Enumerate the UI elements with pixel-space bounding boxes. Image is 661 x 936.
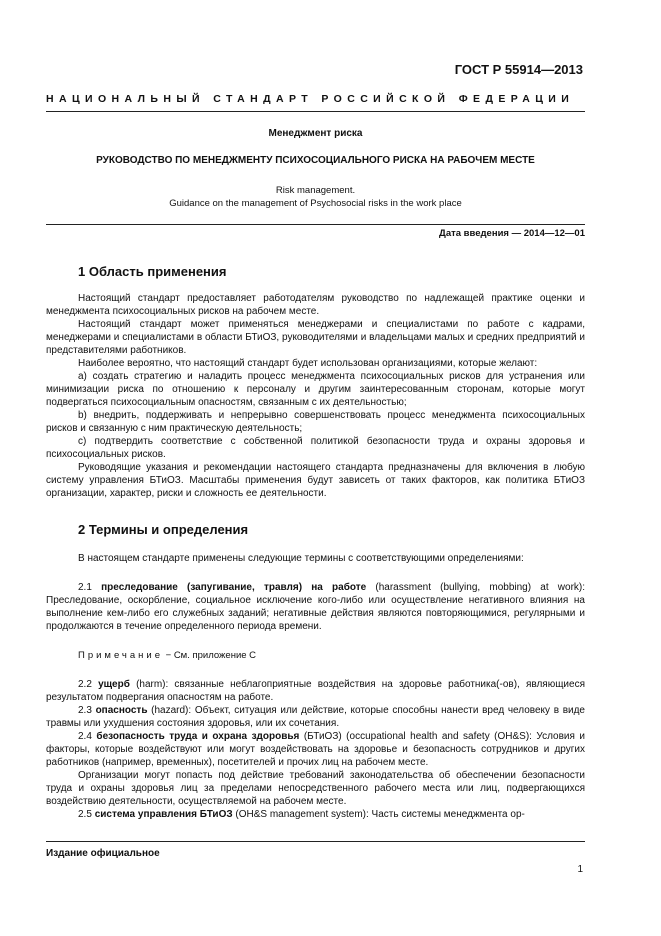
- term-definition: (БТиОЗ) (occupational health and safety (OH&S): Условия и факторы, которые воздействуют или могут воздействовать на здоровье и безопасность сотрудников и других работников (например, временных), посетителей и прочих лиц на рабочем месте.: [46, 731, 585, 768]
- title-english: [46, 184, 585, 210]
- list-item-c: с) подтвердить соответствие с собственной политикой безопасности труда и охраны здоровья и психосоциальных рисков.: [46, 436, 585, 460]
- term-number: 2.3: [78, 705, 92, 716]
- section2-heading: 2 Термины и определения: [78, 522, 249, 537]
- term-name: ущерб: [98, 679, 130, 690]
- list-item-a: а) создать стратегию и наладить процесс менеджмента психосоциальных рисков для устранения или минимизации риска по отношению к персоналу и другим заинтересованным сторонам, которые могут подвергаться психосоциальным опасностям, связанным с их деятельностью;: [46, 371, 585, 408]
- paragraph: Настоящий стандарт предоставляет работодателям руководство по надлежащей практике оценки и менеджмента психосоциальных рисков на рабочем месте.: [46, 293, 585, 317]
- title-small: Менеджмент риска: [268, 128, 363, 139]
- section1-body: [46, 292, 585, 500]
- introduction-date: Дата введения — 2014—12—01: [439, 228, 585, 239]
- term-number: 2.2: [78, 679, 92, 690]
- section1-heading: 1 Область применения: [78, 264, 227, 279]
- term-name: преследование (запугивание, травля) на работе: [101, 582, 367, 593]
- top-rule: [46, 111, 585, 112]
- term-2-4: [46, 730, 585, 769]
- paragraph: Наиболее вероятно, что настоящий стандарт будет использован организациями, которые желают:: [78, 358, 538, 369]
- note: [46, 649, 585, 662]
- paragraph: Организации могут попасть под действие требований законодательства об обеспечении безопасности труда и охраны здоровья лиц за пределами непосредственного рабочего места или лиц, подвергающихся воздействию деятельности, осуществляемой на рабочем месте.: [46, 770, 585, 807]
- paragraph: Руководящие указания и рекомендации настоящего стандарта предназначены для включения в любую систему управления БТиОЗ. Масштабы применения будут зависеть от таких факторов, как политика БТиОЗ организации, характер, риски и сложность ее деятельности.: [46, 462, 585, 499]
- title-english-line2: Guidance on the management of Psychosocial risks in the work place: [169, 198, 462, 209]
- paragraph: Настоящий стандарт может применяться менеджерами и специалистами по работе с кадрами, менеджерами и специалистами в области БТиОЗ, руководителями и владельцами малых и средних предприятий и представителями работников.: [46, 319, 585, 356]
- term-number: 2.5: [78, 809, 92, 820]
- term-2-1: [46, 581, 585, 633]
- official-edition-label: Издание официальное: [46, 848, 160, 859]
- term-definition: (harm): связанные неблагоприятные воздействия на здоровье работника(-ов), являющиеся результатом подвергания опасностям на работе.: [46, 679, 585, 703]
- national-standard-banner: НАЦИОНАЛЬНЫЙ СТАНДАРТ РОССИЙСКОЙ ФЕДЕРАЦИИ: [46, 93, 575, 105]
- note-label: Примечание: [78, 650, 163, 661]
- term-definition: (harassment (bullying, mobbing) at work): Преследование, оскорбление, социальное исключение кого-либо или осуществление негативного влияния на выполнение кем-либо его служебных заданий; негативные действия являются повторяющимися, регулярными и продолжаются в течение определенного периода времени.: [46, 582, 586, 632]
- term-2-2: [46, 678, 585, 704]
- term-name: система управления БТиОЗ: [94, 809, 233, 820]
- term-2-3: [46, 704, 585, 730]
- term-definition: (hazard): Объект, ситуация или действие, которые способны нанести вред человеку в виде травмы или ухудшения состояния здоровья, или их сочетания.: [46, 705, 585, 729]
- term-2-5: [46, 808, 585, 821]
- title-main: РУКОВОДСТВО ПО МЕНЕДЖМЕНТУ ПСИХОСОЦИАЛЬНОГО РИСКА НА РАБОЧЕМ МЕСТЕ: [96, 155, 535, 166]
- term-number: 2.4: [78, 731, 92, 742]
- title-english-line1: Risk management.: [275, 185, 356, 196]
- section2-intro: В настоящем стандарте применены следующие термины с соответствующими определениями:: [78, 553, 524, 564]
- middle-rule: [46, 224, 585, 225]
- term-definition: (OH&S management system): Часть системы менеджмента ор-: [232, 809, 525, 820]
- term-name: безопасность труда и охрана здоровья: [96, 731, 300, 742]
- list-item-b: b) внедрить, поддерживать и непрерывно совершенствовать процесс менеджмента психосоциальных рисков и связанную с ним практическую деятельность;: [46, 410, 585, 434]
- gost-number: ГОСТ Р 55914—2013: [454, 62, 583, 77]
- term-number: 2.1: [78, 582, 92, 593]
- section2-body: [46, 552, 585, 821]
- bottom-rule: [46, 841, 585, 842]
- note-text: − См. приложение С: [163, 650, 257, 661]
- page-number: 1: [577, 864, 583, 875]
- term-name: опасность: [95, 705, 148, 716]
